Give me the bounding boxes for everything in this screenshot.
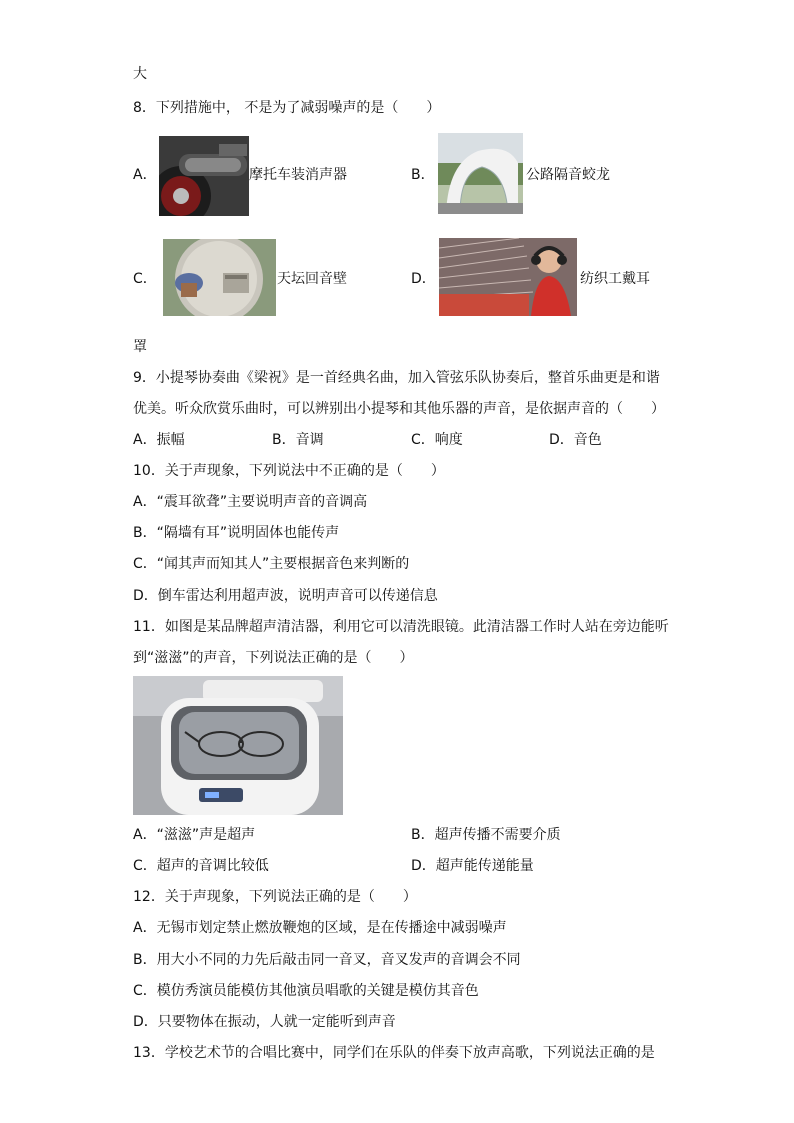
q8-option-a-letter: A．	[133, 167, 157, 183]
q11-option-b: B．超声传播不需要介质	[411, 827, 561, 843]
q12-option-c: C．模仿秀演员能模仿其他演员唱歌的关键是模仿其音色	[133, 983, 479, 999]
highway-sound-barrier-photo	[438, 133, 523, 214]
q9-stem-line2: 优美。听众欣赏乐曲时，可以辨别出小提琴和其他乐器的声音，是依据声音的（ ）	[133, 401, 665, 417]
q10-option-d: D．倒车雷达利用超声波，说明声音可以传递信息	[133, 588, 438, 604]
motorcycle-muffler-photo	[159, 136, 249, 216]
q13-stem: 13．学校艺术节的合唱比赛中，同学们在乐队的伴奏下放声高歌，下列说法正确的是	[133, 1045, 655, 1061]
q11-option-d: D．超声能传递能量	[411, 858, 534, 874]
q9-option-b: B．音调	[272, 432, 324, 448]
q7-continuation: 大	[133, 66, 147, 82]
q10-stem: 10．关于声现象，下列说法中不正确的是（ ）	[133, 463, 445, 479]
q12-stem: 12．关于声现象，下列说法正确的是（ ）	[133, 889, 417, 905]
q8-option-a-text: 摩托车装消声器	[249, 167, 347, 183]
q8-option-b-letter: B．	[411, 167, 435, 183]
q9-option-c: C．响度	[411, 432, 463, 448]
q11-option-c: C．超声的音调比较低	[133, 858, 269, 874]
q8-option-b-text: 公路隔音蛟龙	[526, 167, 610, 183]
q8-option-d-text: 纺织工戴耳	[580, 271, 650, 287]
q8-option-d-letter: D．	[411, 271, 436, 287]
q9-stem-line1: 9．小提琴协奏曲《梁祝》是一首经典名曲，加入管弦乐队协奏后，整首乐曲更是和谐	[133, 370, 660, 386]
q12-option-b: B．用大小不同的力先后敲击同一音叉，音叉发声的音调会不同	[133, 952, 521, 968]
q11-stem-line2: 到“滋滋”的声音，下列说法正确的是（ ）	[133, 650, 414, 666]
textile-worker-earmuffs-photo	[439, 238, 577, 316]
q11-stem-line1: 11．如图是某品牌超声清洁器，利用它可以清洗眼镜。此清洁器工作时人站在旁边能听	[133, 619, 669, 635]
q9-option-d: D．音色	[549, 432, 602, 448]
q12-option-a: A．无锡市划定禁止燃放鞭炮的区域，是在传播途中减弱噪声	[133, 920, 507, 936]
temple-of-heaven-echo-wall-photo	[163, 239, 276, 316]
q8-option-c-text: 天坛回音壁	[277, 271, 347, 287]
q12-option-d: D．只要物体在振动，人就一定能听到声音	[133, 1014, 396, 1030]
q8-option-d-text-wrap: 罩	[133, 339, 147, 355]
q10-option-c: C．“闻其声而知其人”主要根据音色来判断的	[133, 556, 410, 572]
q11-option-a: A．“滋滋”声是超声	[133, 827, 256, 843]
ultrasonic-cleaner-photo	[133, 676, 343, 815]
q10-option-a: A．“震耳欲聋”主要说明声音的音调高	[133, 494, 368, 510]
q8-stem: 8．下列措施中， 不是为了减弱噪声的是（ ）	[133, 100, 441, 116]
q9-option-a: A．振幅	[133, 432, 185, 448]
q8-option-c-letter: C．	[133, 271, 157, 287]
q10-option-b: B．“隔墙有耳”说明固体也能传声	[133, 525, 340, 541]
